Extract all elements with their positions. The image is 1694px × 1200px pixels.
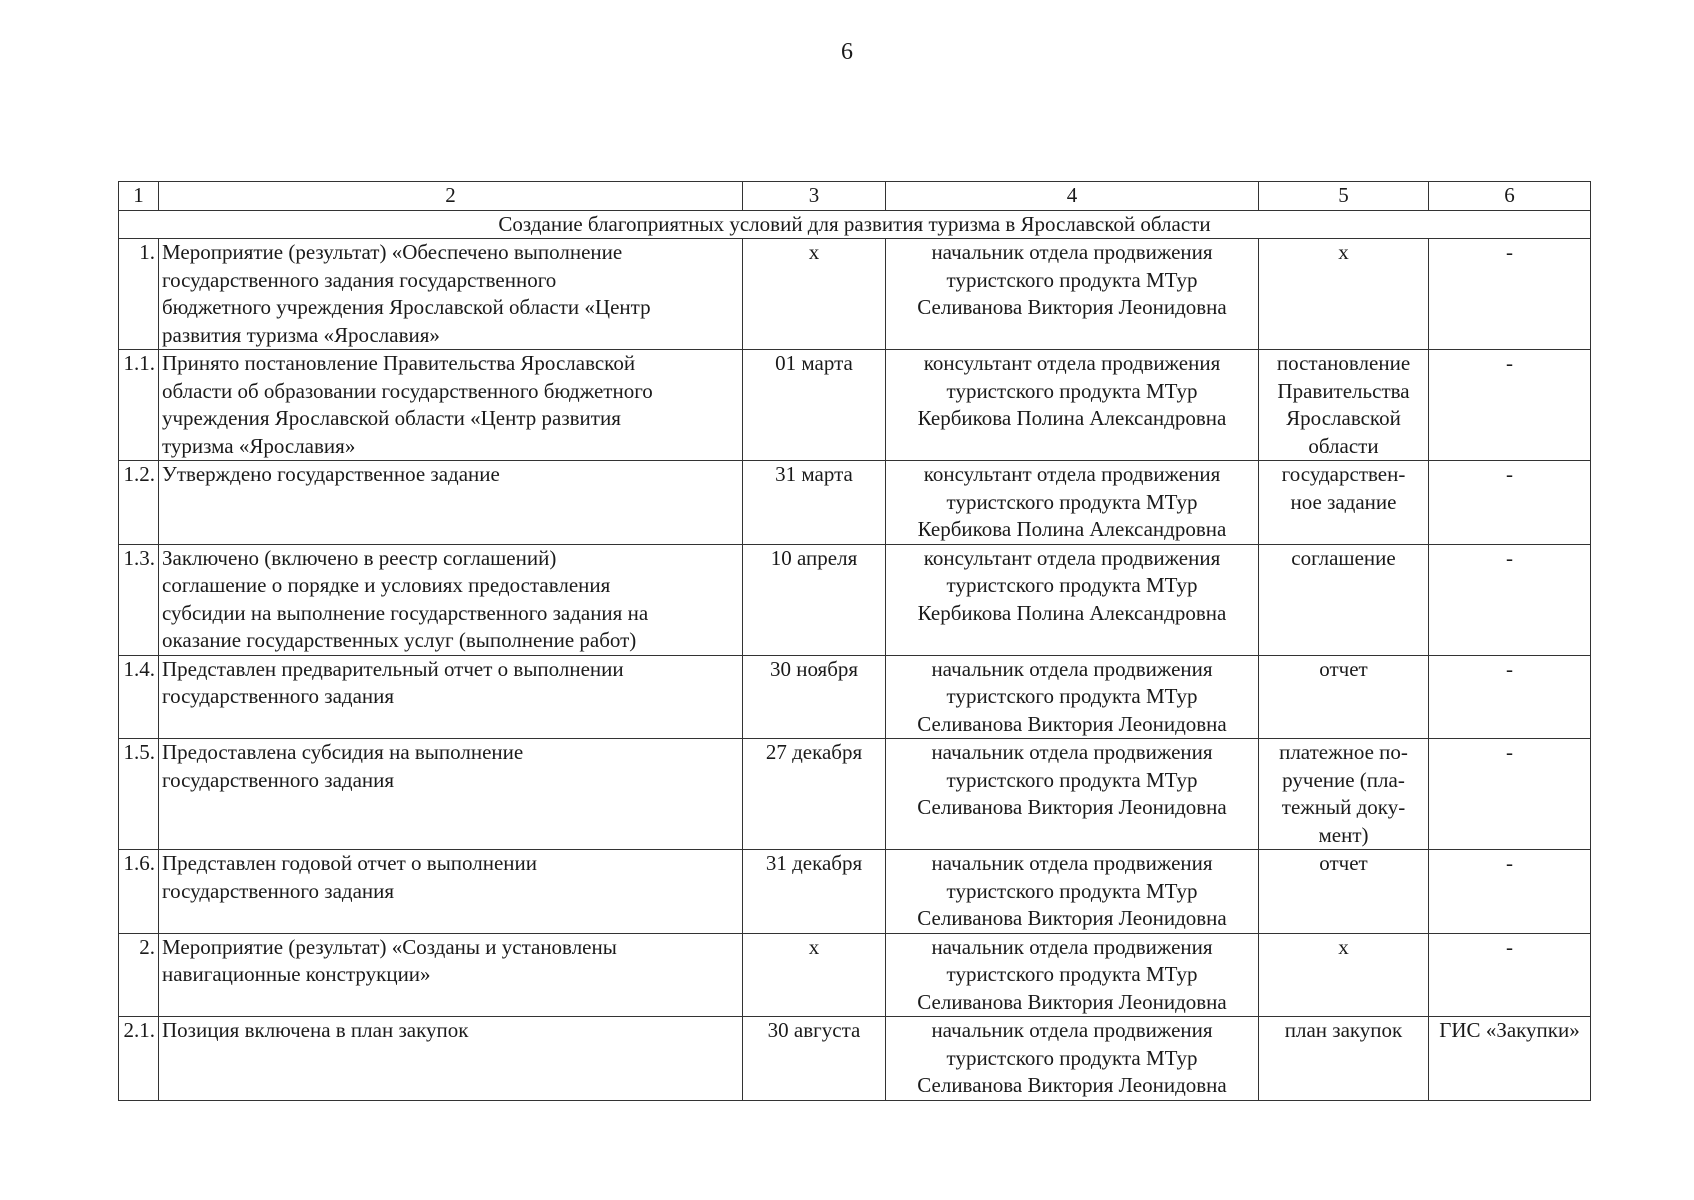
text-line: начальник отдела продвижения [931, 240, 1213, 264]
text-line: Селиванова Виктория Леонидовна [917, 295, 1227, 319]
text-line: начальник отдела продвижения [931, 851, 1213, 875]
text-line: начальник отдела продвижения [931, 934, 1213, 959]
text-line: Представлен годовой отчет о выполнении [162, 851, 538, 875]
text-line: туристского продукта МТур [946, 962, 1198, 986]
text-line: государственного задания [162, 684, 395, 708]
activity-name [159, 239, 743, 350]
column-number: 3 [743, 182, 886, 211]
activity-name [159, 933, 743, 1017]
row-number: 1.4. [119, 655, 159, 739]
responsible [886, 739, 1259, 850]
text-line: государственного задания [162, 878, 395, 903]
section-row [119, 210, 1591, 239]
text-line: Заключено (включено в реестр соглашений) [162, 545, 557, 570]
text-line: Селиванова Виктория Леонидовна [917, 1073, 1227, 1097]
deadline: 30 августа [743, 1017, 886, 1101]
text-line: туристского продукта МТур [946, 573, 1198, 597]
table-row [119, 739, 1591, 850]
deadline: х [743, 239, 886, 350]
text-line: туристского продукта МТур [946, 767, 1198, 792]
table-row [119, 544, 1591, 655]
activity-name [159, 1017, 743, 1101]
responsible [886, 1017, 1259, 1101]
info-system: - [1429, 461, 1591, 545]
text-line: Кербикова Полина Александровна [917, 517, 1227, 541]
table-row [119, 239, 1591, 350]
info-system: - [1429, 739, 1591, 850]
table-row [119, 933, 1591, 1017]
result-type [1259, 1017, 1429, 1101]
info-system: - [1429, 239, 1591, 350]
responsible [886, 544, 1259, 655]
text-line: Кербикова Полина Александровна [917, 406, 1227, 430]
result-type [1259, 350, 1429, 461]
column-number: 6 [1429, 182, 1591, 211]
info-system: - [1429, 544, 1591, 655]
text-line: мент) [1318, 822, 1369, 847]
text-line: Принято постановление Правительства Ярославской [162, 351, 636, 375]
text-line: туристского продукта МТур [946, 1045, 1198, 1070]
text-line: области [1308, 433, 1379, 458]
text-line: Селиванова Виктория Леонидовна [917, 989, 1227, 1014]
text-line: туристского продукта МТур [946, 684, 1198, 708]
text-line: оказание государственных услуг (выполнение работ) [162, 628, 637, 652]
text-line: Позиция включена в план закупок [162, 1018, 469, 1042]
row-number: 2. [119, 933, 159, 1017]
row-number: 2.1. [119, 1017, 159, 1101]
text-line: Ярославской [1286, 406, 1401, 430]
responsible [886, 461, 1259, 545]
text-line: учреждения Ярославской области «Центр развития [162, 406, 621, 430]
info-system: - [1429, 350, 1591, 461]
deadline: 31 марта [743, 461, 886, 545]
text-line: государственного задания [162, 767, 395, 792]
activity-name [159, 350, 743, 461]
text-line: бюджетного учреждения Ярославской области «Центр [162, 295, 651, 319]
text-line: Утверждено государственное задание [162, 462, 500, 486]
info-system: - [1429, 655, 1591, 739]
activity-name [159, 655, 743, 739]
text-line: начальник отдела продвижения [931, 1018, 1213, 1042]
text-line: Представлен предварительный отчет о выполнении [162, 656, 624, 681]
column-number: 2 [159, 182, 743, 211]
text-line: Предоставлена субсидия на выполнение [162, 740, 524, 764]
info-system: - [1429, 933, 1591, 1017]
text-line: навигационные конструкции» [162, 962, 431, 986]
activity-name [159, 544, 743, 655]
table-row [119, 1017, 1591, 1101]
row-number: 1.5. [119, 739, 159, 850]
result-type [1259, 933, 1429, 1017]
text-line: тежный доку- [1281, 795, 1406, 819]
text-line: Мероприятие (результат) «Обеспечено выполнение [162, 240, 623, 264]
activity-name [159, 739, 743, 850]
info-system: ГИС «Закупки» [1429, 1017, 1591, 1101]
result-type [1259, 850, 1429, 934]
column-number: 4 [886, 182, 1259, 211]
table-row [119, 461, 1591, 545]
text-line: ное задание [1290, 489, 1397, 514]
row-number: 1. [119, 239, 159, 350]
text-line: государствен- [1281, 462, 1406, 486]
table-row [119, 655, 1591, 739]
activity-name [159, 461, 743, 545]
text-line: Правительства [1277, 378, 1410, 403]
responsible [886, 350, 1259, 461]
result-type [1259, 461, 1429, 545]
responsible [886, 850, 1259, 934]
responsible [886, 655, 1259, 739]
text-line: соглашение [1291, 545, 1396, 570]
activity-name [159, 850, 743, 934]
deadline: х [743, 933, 886, 1017]
text-line: х [1338, 240, 1349, 264]
row-number: 1.2. [119, 461, 159, 545]
text-line: Селиванова Виктория Леонидовна [917, 795, 1227, 819]
text-line: начальник отдела продвижения [931, 656, 1213, 681]
text-line: туризма «Ярославия» [162, 433, 356, 458]
text-line: ручение (пла- [1282, 767, 1405, 792]
plan-table [118, 181, 1591, 1101]
deadline: 31 декабря [743, 850, 886, 934]
text-line: туристского продукта МТур [946, 267, 1198, 292]
table-row [119, 350, 1591, 461]
text-line: соглашение о порядке и условиях предоставления [162, 573, 611, 597]
text-line: платежное по- [1279, 740, 1408, 764]
text-line: развития туризма «Ярославия» [162, 322, 440, 347]
section-title: Создание благоприятных условий для развития туризма в Ярославской области [119, 210, 1591, 239]
column-number-row [119, 182, 1591, 211]
deadline: 10 апреля [743, 544, 886, 655]
text-line: отчет [1319, 851, 1368, 875]
text-line: план закупок [1284, 1018, 1403, 1042]
row-number: 1.1. [119, 350, 159, 461]
text-line: Мероприятие (результат) «Созданы и установлены [162, 934, 617, 959]
column-number: 1 [119, 182, 159, 211]
text-line: постановление [1276, 351, 1411, 375]
result-type [1259, 239, 1429, 350]
text-line: государственного задания государственного [162, 267, 557, 292]
row-number: 1.3. [119, 544, 159, 655]
text-line: консультант отдела продвижения [923, 545, 1221, 570]
deadline: 01 марта [743, 350, 886, 461]
text-line: отчет [1319, 656, 1368, 681]
text-line: туристского продукта МТур [946, 378, 1198, 403]
page-number: 6 [841, 39, 853, 65]
table-row [119, 850, 1591, 934]
deadline: 27 декабря [743, 739, 886, 850]
column-number: 5 [1259, 182, 1429, 211]
text-line: Кербикова Полина Александровна [917, 600, 1227, 625]
result-type [1259, 544, 1429, 655]
text-line: туристского продукта МТур [946, 878, 1198, 903]
responsible [886, 933, 1259, 1017]
text-line: Селиванова Виктория Леонидовна [917, 711, 1227, 736]
text-line: области об образовании государственного бюджетного [162, 378, 653, 403]
deadline: 30 ноября [743, 655, 886, 739]
row-number: 1.6. [119, 850, 159, 934]
responsible [886, 239, 1259, 350]
text-line: х [1338, 934, 1349, 959]
text-line: субсидии на выполнение государственного задания на [162, 600, 649, 625]
text-line: Селиванова Виктория Леонидовна [917, 906, 1227, 930]
result-type [1259, 739, 1429, 850]
text-line: начальник отдела продвижения [931, 740, 1213, 764]
text-line: туристского продукта МТур [946, 489, 1198, 514]
result-type [1259, 655, 1429, 739]
text-line: консультант отдела продвижения [923, 462, 1221, 486]
info-system: - [1429, 850, 1591, 934]
text-line: консультант отдела продвижения [923, 351, 1221, 375]
